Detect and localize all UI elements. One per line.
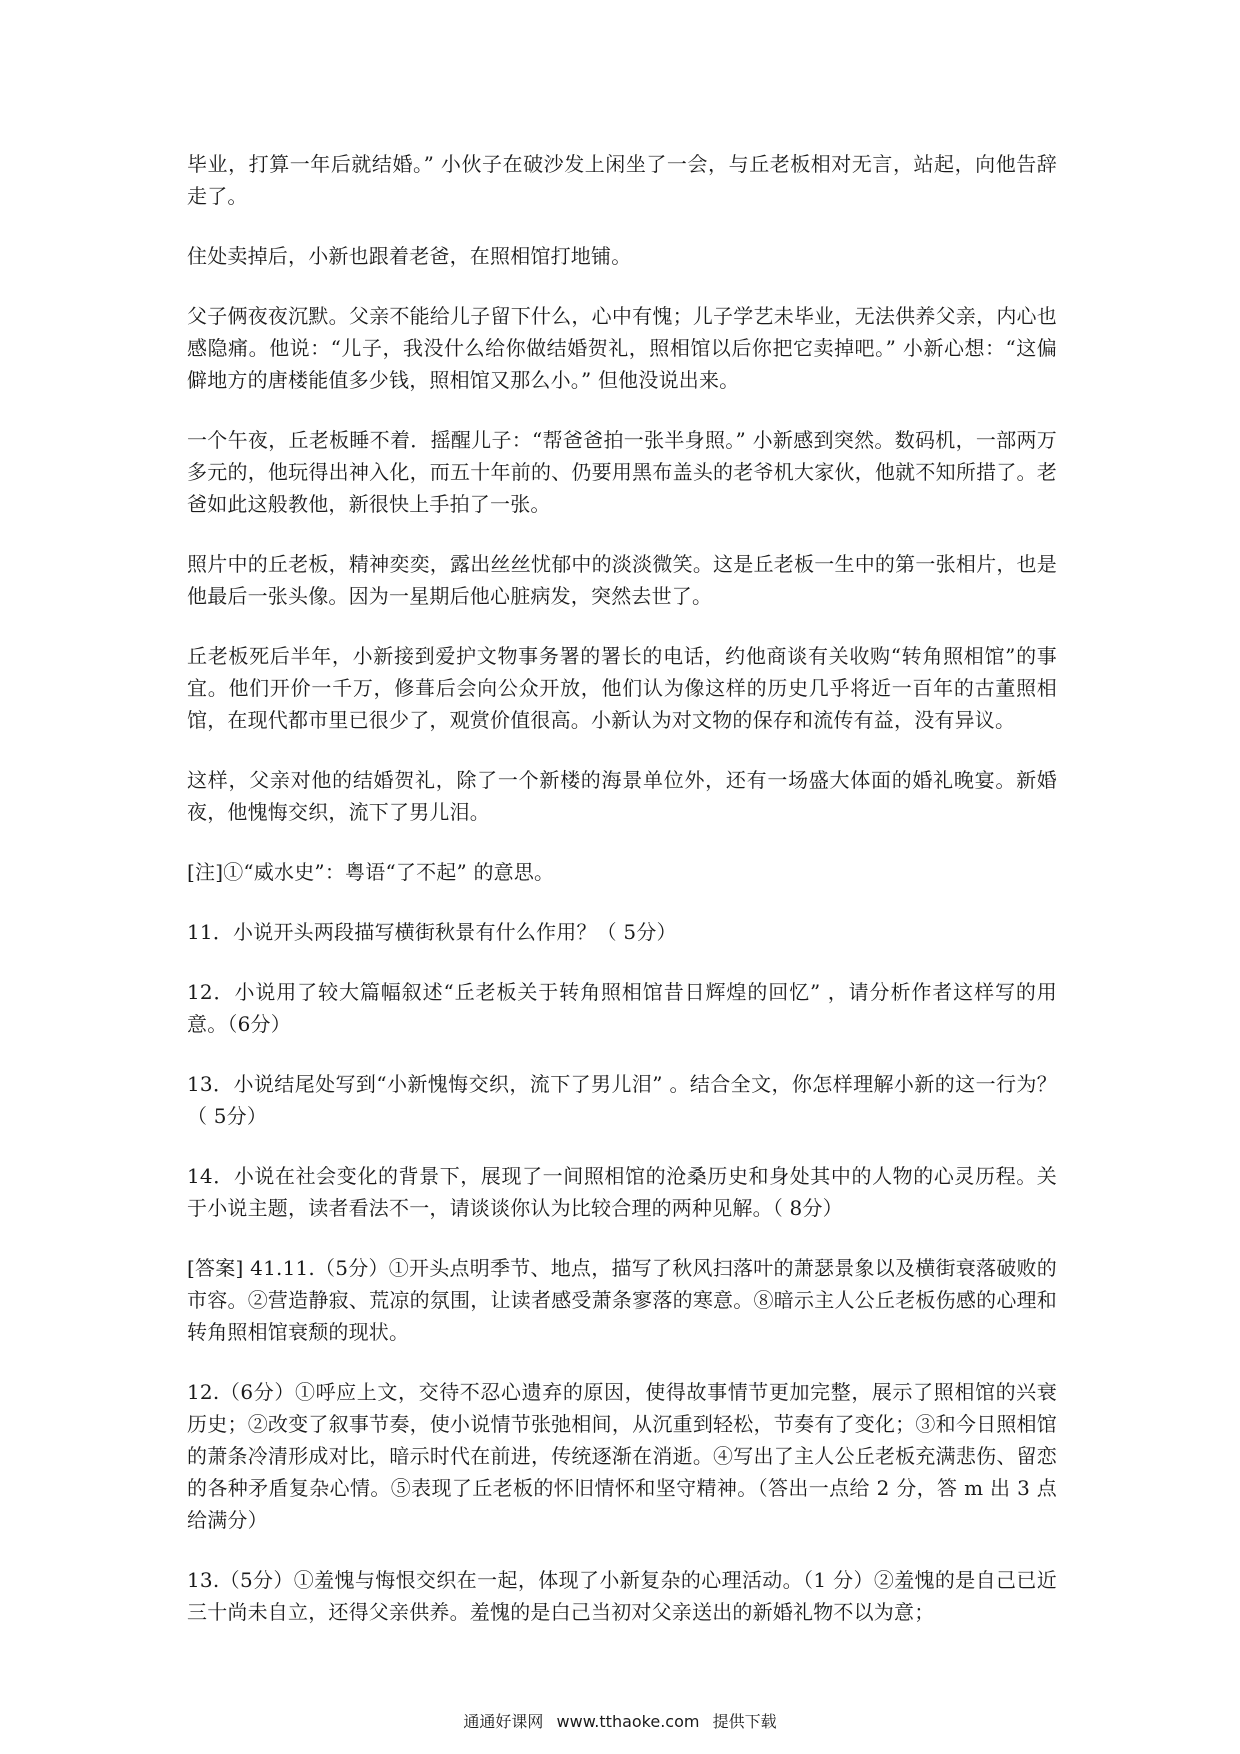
paragraph: 住处卖掉后，小新也跟着老爸，在照相馆打地铺。 [187, 244, 632, 268]
footer-site-name: 通通好课网 [463, 1712, 544, 1731]
answer-12: 12.（6分）①呼应上文，交待不忍心遗弃的原因，使得故事情节更加完整，展示了照相馆的兴衰历史；②改变了叙事节奏，使小说情节张弛相间，从沉重到轻松，节奏有了变化；③和今日照相馆的萧条冷清形成对比，暗示时代在前进，传统逐渐在消逝。④写出了主人公丘老板充满悲伤、留恋的各种矛盾复杂心情。⑤表现了丘老板的怀旧情怀和坚守精神。（答出一点给 2 分，答 m 出 3 点给满分） [187, 1380, 1057, 1532]
paragraph: 一个午夜，丘老板睡不着．摇醒儿子：“帮爸爸拍一张半身照。” 小新感到突然。数码机，一部两万多元的，他玩得出神入化，而五十年前的、仍要用黑布盖头的老爷机大家伙，他就不知所措了。老爸如此这般教他，新很快上手拍了一张。 [187, 428, 1057, 516]
footer-url[interactable]: www.tthaoke.com [556, 1712, 700, 1731]
paragraph: 照片中的丘老板，精神奕奕，露出丝丝忧郁中的淡淡微笑。这是丘老板一生中的第一张相片，也是他最后一张头像。因为一星期后他心脏病发，突然去世了。 [187, 552, 1057, 608]
question-14: 14．小说在社会变化的背景下，展现了一间照相馆的沧桑历史和身处其中的人物的心灵历程。关于小说主题，读者看法不一，请谈谈你认为比较合理的两种见解。（ 8分） [187, 1164, 1057, 1220]
paragraph: 丘老板死后半年，小新接到爱护文物事务署的署长的电话，约他商谈有关收购“转角照相馆”的事宜。他们开价一千万，修葺后会向公众开放，他们认为像这样的历史几乎将近一百年的古董照相馆，在现代都市里已很少了，观赏价值很高。小新认为对文物的保存和流传有益，没有异议。 [187, 644, 1057, 732]
paragraph: 这样，父亲对他的结婚贺礼，除了一个新楼的海景单位外，还有一场盛大体面的婚礼晚宴。新婚夜，他愧悔交织，流下了男儿泪。 [187, 768, 1057, 824]
question-13: 13．小说结尾处写到“小新愧悔交织，流下了男儿泪” 。结合全文，你怎样理解小新的这一行为？（ 5分） [187, 1072, 1057, 1128]
answer-11: [答案] 41.11.（5分）①开头点明季节、地点，描写了秋风扫落叶的萧瑟景象以及横街衰落破败的市容。②营造静寂、荒凉的氛围，让读者感受萧条寥落的寒意。⑧暗示主人公丘老板伤感的心理和转角照相馆衰颓的现状。 [187, 1256, 1057, 1344]
page-footer [0, 1712, 1240, 1732]
document-body [187, 148, 1057, 1656]
question-12: 12．小说用了较大篇幅叙述“丘老板关于转角照相馆昔日辉煌的回忆” ，请分析作者这样写的用意。（6分） [187, 980, 1057, 1036]
question-11: 11．小说开头两段描写横街秋景有什么作用？（ 5分） [187, 920, 677, 944]
paragraph: 毕业，打算一年后就结婚。” 小伙子在破沙发上闲坐了一会，与丘老板相对无言，站起，向他告辞走了。 [187, 152, 1057, 208]
answer-13: 13.（5分）①羞愧与悔恨交织在一起，体现了小新复杂的心理活动。（1 分）②羞愧的是自己已近三十尚未自立，还得父亲供养。羞愧的是白己当初对父亲送出的新婚礼物不以为意； [187, 1568, 1057, 1624]
paragraph: 父子俩夜夜沉默。父亲不能给儿子留下什么，心中有愧；儿子学艺未毕业，无法供养父亲，内心也感隐痛。他说：“儿子，我没什么给你做结婚贺礼，照相馆以后你把它卖掉吧。” 小新心想：“这偏僻地方的唐楼能值多少钱，照相馆又那么小。” 但他没说出来。 [187, 304, 1057, 392]
footer-suffix: 提供下载 [712, 1712, 777, 1731]
note: [注]①“威水史”：粤语“了不起” 的意思。 [187, 860, 555, 884]
